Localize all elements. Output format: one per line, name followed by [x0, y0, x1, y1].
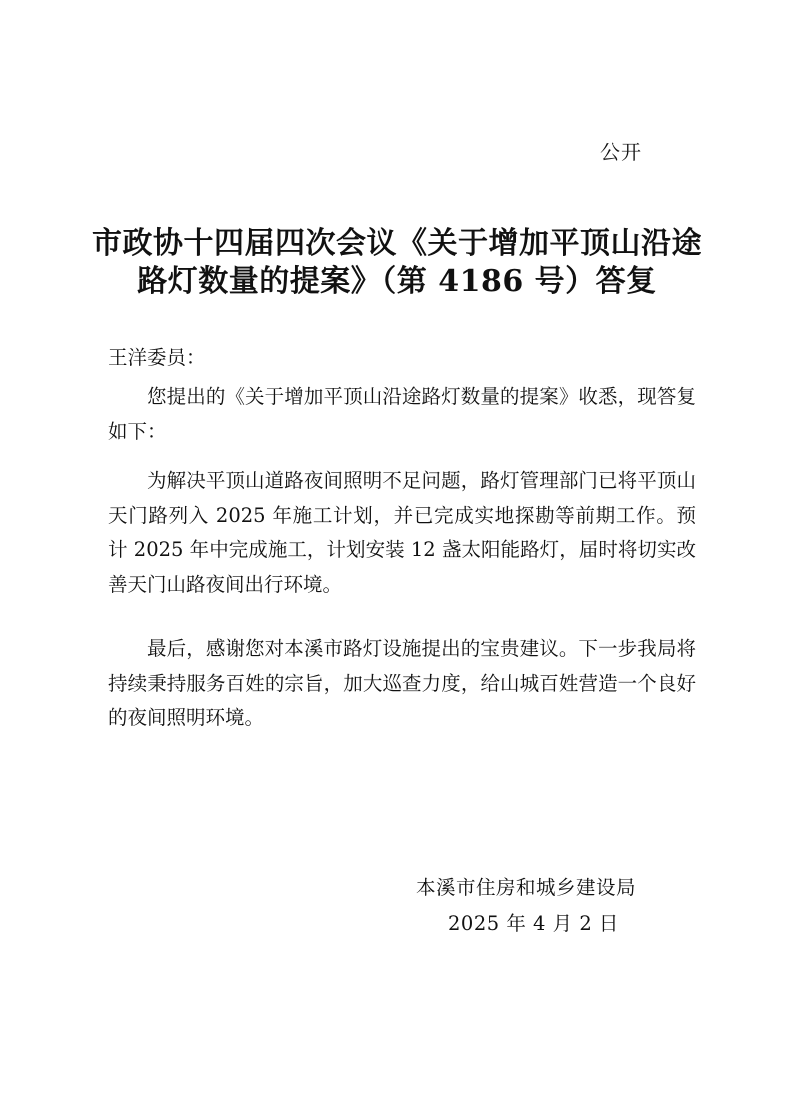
signature-organization: 本溪市住房和城乡建设局	[416, 876, 637, 899]
paragraph-construction-plan: 为解决平顶山道路夜间照明不足问题，路灯管理部门已将平顶山天门路列入 2025 年施工计划，并已完成实地探勘等前期工作。预计 2025 年中完成施工，计划安装 12 盏太阳能路灯，届时将切实改善天门山路夜间出行环境。	[108, 469, 696, 596]
salutation: 王洋委员：	[108, 346, 206, 369]
signature-date: 2025 年 4 月 2 日	[448, 912, 619, 935]
document-title-line-1: 市政协十四届四次会议《关于增加平顶山沿途	[92, 226, 702, 261]
paragraph-closing: 最后，感谢您对本溪市路灯设施提出的宝贵建议。下一步我局将持续秉持服务百姓的宗旨，加大巡查力度，给山城百姓营造一个良好的夜间照明环境。	[108, 637, 696, 729]
paragraph-acknowledgement: 您提出的《关于增加平顶山沿途路灯数量的提案》收悉，现答复如下：	[108, 385, 696, 443]
disclosure-label: 公开	[600, 140, 642, 164]
document-title-line-2: 路灯数量的提案》（第 4186 号）答复	[137, 264, 657, 299]
